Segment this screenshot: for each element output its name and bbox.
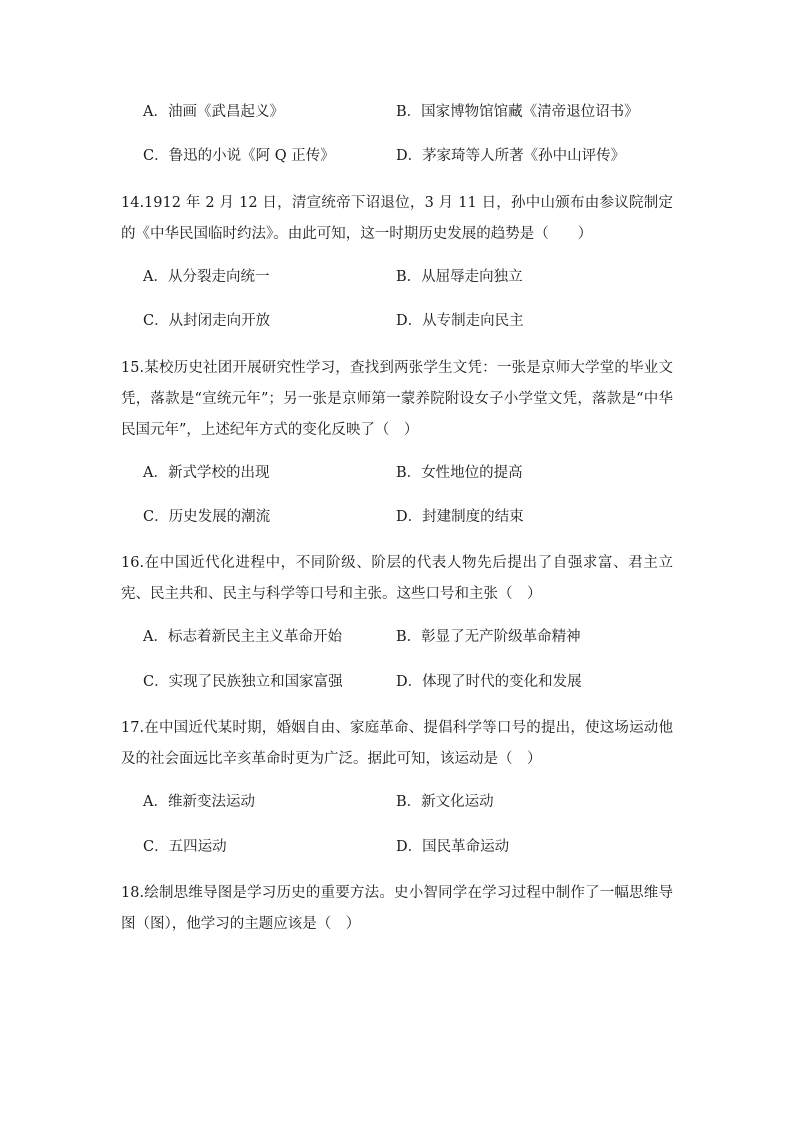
q17-options-row-2 (0, 836, 794, 858)
q15-options-row-2 (0, 506, 794, 528)
q15-option-c[interactable]: C．历史发展的潮流 (143, 509, 271, 525)
q18-stem: 18.绘制思维导图是学习历史的重要方法。史小智同学在学习过程中制作了一幅思维导图（图），他学习的主题应该是（ ） (121, 885, 673, 932)
q16-option-a[interactable]: A．标志着新民主主义革命开始 (143, 629, 342, 645)
q16-options-row-2 (0, 671, 794, 693)
q17-options-row-1 (0, 791, 794, 813)
q13-option-a[interactable]: A．油画《武昌起义》 (143, 104, 284, 120)
q16-option-c[interactable]: C．实现了民族独立和国家富强 (143, 674, 343, 690)
q15-option-a[interactable]: A．新式学校的出现 (143, 465, 270, 481)
q13-options-row-2 (0, 145, 794, 167)
q14-option-a[interactable]: A．从分裂走向统一 (143, 269, 270, 285)
q16-option-b[interactable]: B．彰显了无产阶级革命精神 (396, 629, 581, 645)
q15-stem: 15.某校历史社团开展研究性学习，查找到两张学生文凭：一张是京师大学堂的毕业文凭，落款是“宣统元年”；另一张是京师第一蒙养院附设女子小学堂文凭，落款是“中华民国元年”，上述纪年方式的变化反映了（ ） (121, 360, 673, 438)
q14-option-d[interactable]: D．从专制走向民主 (396, 313, 524, 329)
q13-option-d[interactable]: D．茅家琦等人所著《孙中山评传》 (396, 148, 626, 164)
q17-stem: 17.在中国近代某时期，婚姻自由、家庭革命、提倡科学等口号的提出，使这场运动他及的社会面远比辛亥革命时更为广泛。据此可知，该运动是（ ） (121, 720, 673, 767)
q15-option-b[interactable]: B．女性地位的提高 (396, 465, 523, 481)
q17-option-b[interactable]: B．新文化运动 (396, 794, 494, 810)
q17-option-a[interactable]: A．维新变法运动 (143, 794, 255, 810)
q16-option-d[interactable]: D．体现了时代的变化和发展 (396, 674, 582, 690)
q15-options-row-1 (0, 462, 794, 484)
q14-stem: 14.1912 年 2 月 12 日，清宣统帝下诏退位，3 月 11 日，孙中山颁布由参议院制定的《中华民国临时约法》。由此可知，这一时期历史发展的趋势是（ ） (121, 195, 673, 242)
q13-option-b[interactable]: B．国家博物馆馆藏《清帝退位诏书》 (396, 104, 639, 120)
q14-options-row-1 (0, 266, 794, 288)
q15-option-d[interactable]: D．封建制度的结束 (396, 509, 524, 525)
q13-options-row-1 (0, 101, 794, 123)
q14-options-row-2 (0, 310, 794, 332)
q14-option-b[interactable]: B．从屈辱走向独立 (396, 269, 523, 285)
q14-option-c[interactable]: C．从封闭走向开放 (143, 313, 271, 329)
q17-option-c[interactable]: C．五四运动 (143, 839, 227, 855)
q16-stem: 16.在中国近代化进程中，不同阶级、阶层的代表人物先后提出了自强求富、君主立宪、民主共和、民主与科学等口号和主张。这些口号和主张（ ） (121, 555, 673, 602)
q16-options-row-1 (0, 626, 794, 648)
q13-option-c[interactable]: C．鲁迅的小说《阿 Q 正传》 (143, 148, 335, 164)
q17-option-d[interactable]: D．国民革命运动 (396, 839, 510, 855)
